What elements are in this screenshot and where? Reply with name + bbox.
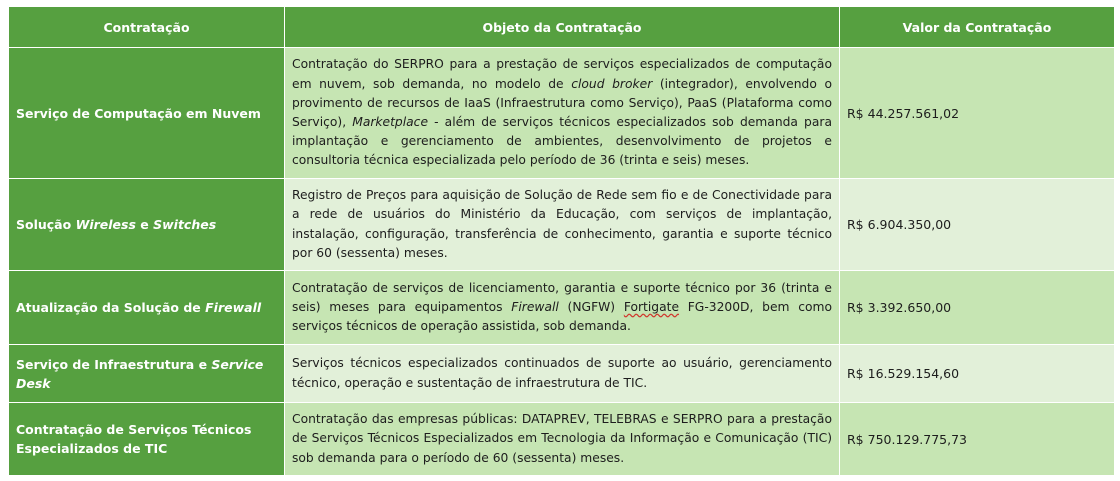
table-row [9, 345, 1115, 403]
header-contratacao: Contratação [9, 7, 285, 48]
contract-object: Serviços técnicos especializados continuados de suporte ao usuário, gerenciamento técnico, operação e sustentação de infraestrutura de TIC. [285, 345, 840, 403]
table-row [9, 271, 1115, 345]
header-objeto: Objeto da Contratação [285, 7, 840, 48]
contract-object: Registro de Preços para aquisição de Solução de Rede sem fio e de Conectividade para a rede de usuários do Ministério da Educação, com serviços de implantação, instalação, configuração, transferência de conhecimento, garantia e suporte técnico por 60 (sessenta) meses. [285, 179, 840, 271]
spellcheck-word: Fortigate [623, 299, 680, 314]
contract-name: Solução Wireless e Switches [9, 179, 285, 271]
header-valor: Valor da Contratação [840, 7, 1115, 48]
contracts-table [8, 6, 1115, 476]
contract-object: Contratação das empresas públicas: DATAPREV, TELEBRAS e SERPRO para a prestação de Serviços Técnicos Especializados em Tecnologia da Informação e Comunicação (TIC) sob demanda para o período de 60 (sessenta) meses. [285, 403, 840, 476]
contract-name: Serviço de Computação em Nuvem [9, 48, 285, 179]
contract-value: R$ 750.129.775,73 [840, 403, 1115, 476]
contract-value: R$ 6.904.350,00 [840, 179, 1115, 271]
table-row [9, 179, 1115, 271]
contract-name: Contratação de Serviços Técnicos Especializados de TIC [9, 403, 285, 476]
contract-value: R$ 16.529.154,60 [840, 345, 1115, 403]
contract-object: Contratação de serviços de licenciamento, garantia e suporte técnico por 36 (trinta e seis) meses para equipamentos Firewall (NGFW) Fortigate FG-3200D, bem como serviços técnicos de operação assistida, sob demanda. [285, 271, 840, 345]
contract-name: Atualização da Solução de Firewall [9, 271, 285, 345]
contract-object: Contratação do SERPRO para a prestação de serviços especializados de computação em nuvem, sob demanda, no modelo de cloud broker (integrador), envolvendo o provimento de recursos de IaaS (Infraestrutura como Serviço), PaaS (Plataforma como Serviço), Marketplace - além de serviços técnicos especializados sob demanda para implantação e gerenciamento de ambientes, desenvolvimento de projetos e consultoria técnica especializada pelo período de 36 (trinta e seis) meses. [285, 48, 840, 179]
table-row [9, 403, 1115, 476]
contract-name: Serviço de Infraestrutura e Service Desk [9, 345, 285, 403]
table-row [9, 48, 1115, 179]
header-row [9, 7, 1115, 48]
contract-value: R$ 3.392.650,00 [840, 271, 1115, 345]
contract-value: R$ 44.257.561,02 [840, 48, 1115, 179]
